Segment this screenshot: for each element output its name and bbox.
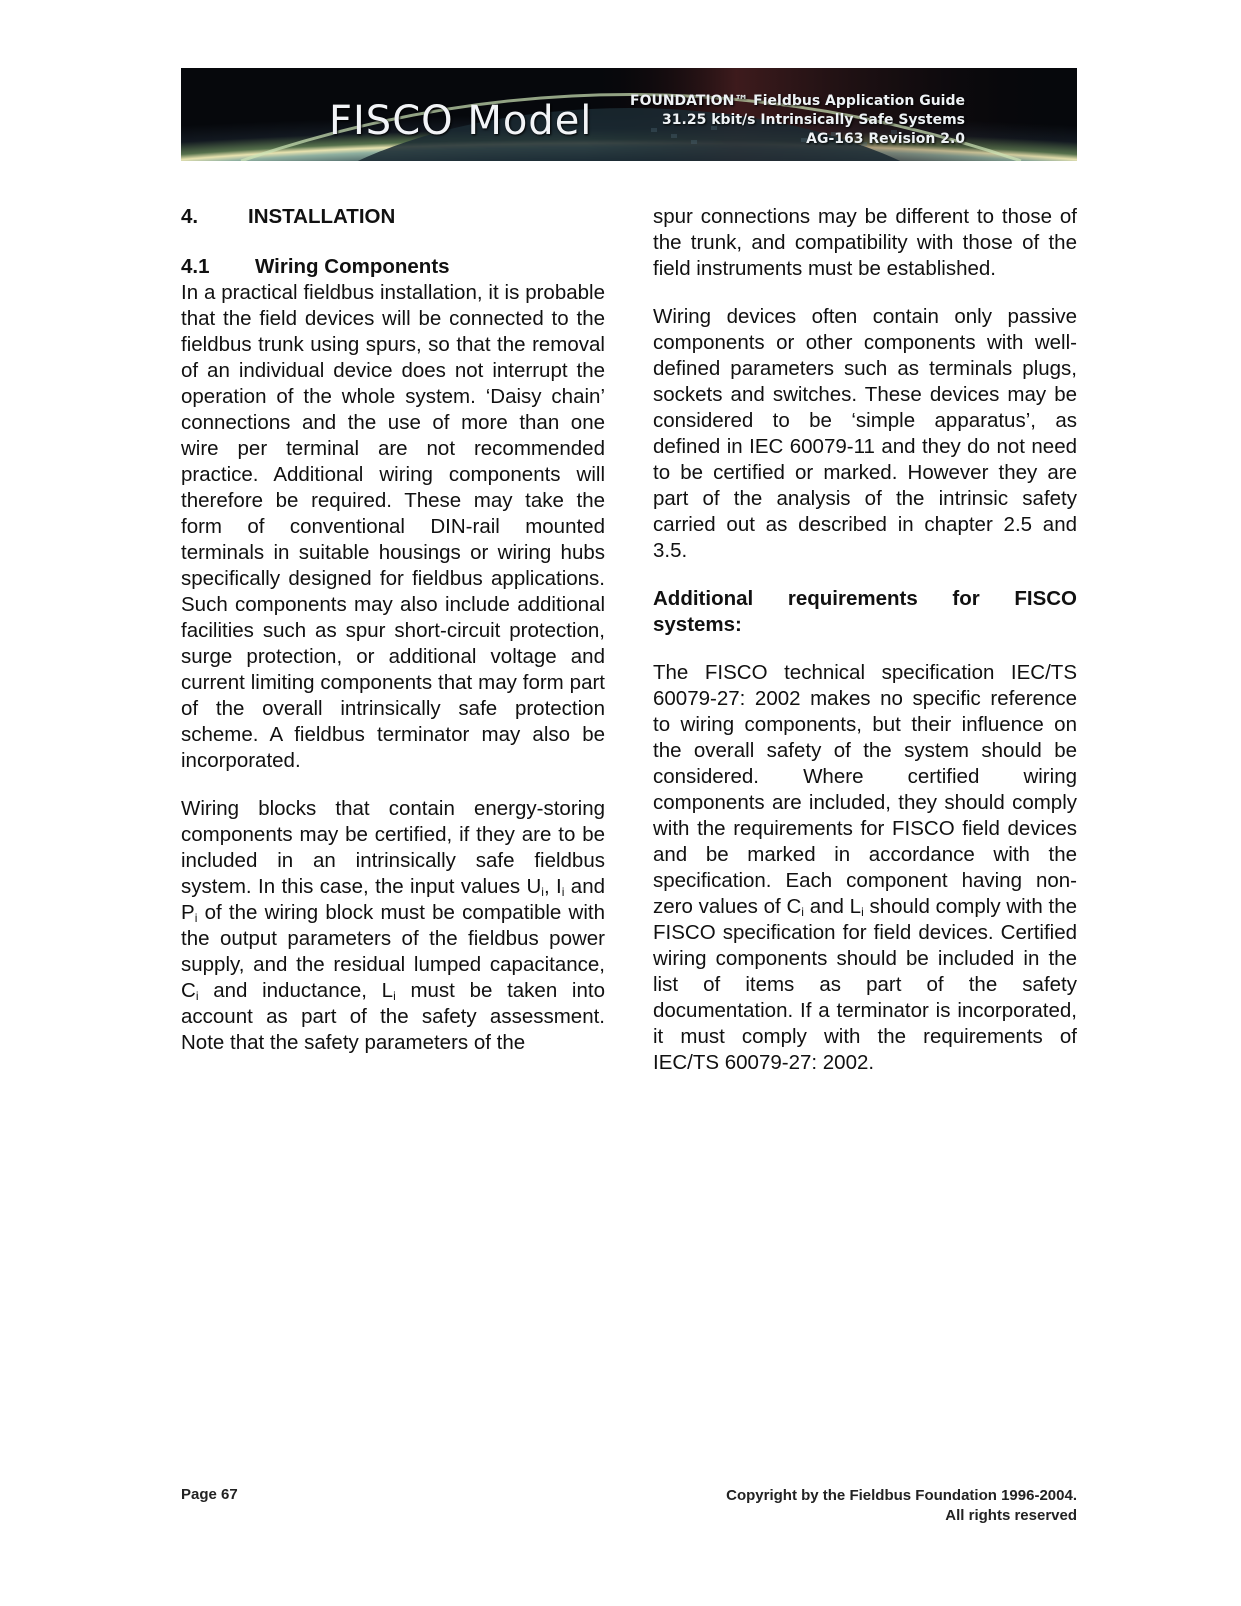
paragraph: Wiring devices often contain only passive components or other components with well-defined parameters such as terminals plugs, sockets and switches. These devices may be considered to be ‘simple apparatus’, as defined in IEC 60079-11 and they do not need to be certified or marked. However they are part of the analysis of the intrinsic safety carried out as described in chapter 2.5 and 3.5. (653, 305, 1077, 562)
paragraph: In a practical fieldbus installation, it is probable that the field devices will be connected to the fieldbus trunk using spurs, so that the removal of an individual device does not interrupt the operation of the whole system. ‘Daisy chain’ connections and the use of more than one wire per terminal are not recommended practice. Additional wiring components will therefore be required. These may take the form of conventional DIN-rail mounted terminals in suitable housings or wiring hubs specifically designed for fieldbus applications. Such components may also include additional facilities such as spur short-circuit protection, surge protection, or additional voltage and current limiting components that may form part of the overall intrinsically safe protection scheme. A fieldbus terminator may also be incorporated. (181, 281, 605, 772)
banner-line-1: FOUNDATION™ Fieldbus Application Guide (630, 93, 965, 109)
banner-line-2: 31.25 kbit/s Intrinsically Safe Systems (662, 112, 965, 128)
section-heading (181, 204, 605, 230)
subheading: Additional requirements for FISCO systems: (653, 587, 1077, 636)
banner-line-3: AG-163 Revision 2.0 (806, 131, 965, 147)
header-banner (181, 68, 1077, 161)
section-number: 4. (181, 205, 199, 228)
subsection-title: Wiring Components (255, 255, 450, 278)
paragraph: spur connections may be different to those of the trunk, and compatibility with those of the field instruments must be established. (653, 205, 1077, 280)
copyright-line-2: All rights reserved (945, 1507, 1077, 1524)
banner-subtitle (630, 92, 965, 149)
paragraph: Wiring blocks that contain energy-storing components may be certified, if they are to be included in an intrinsically safe fieldbus system. In this case, the input values $U_i$, $I_i$ and $P_i$ of the wiring block must be compatible with the output parameters of the fieldbus power supply, and the residual lumped capacitance, $C_i$ and inductance, $L_i$ must be taken into account as part of the safety assessment. Note that the safety parameters of the (181, 797, 606, 1054)
left-column (181, 204, 605, 1056)
subsection-number: 4.1 (181, 255, 210, 278)
section-title: INSTALLATION (248, 205, 396, 228)
paragraph: The FISCO technical specification IEC/TS 60079-27: 2002 makes no specific reference to wiring components, but their influence on the overall safety of the system should be considered. Where certified wiring components are included, they should comply with the requirements for FISCO field devices and be marked in accordance with the specification. Each component having non-zero values of $C_i$ and $L_i$ should comply with the FISCO specification for field devices. Certified wiring components should be included in the list of items as part of the safety documentation. If a terminator is incorporated, it must comply with the requirements of IEC/TS 60079-27: 2002. (653, 661, 1078, 1074)
subsection-heading (181, 254, 605, 280)
right-column (653, 204, 1077, 1076)
copyright-line-1: Copyright by the Fieldbus Foundation 1996-2004. (726, 1487, 1077, 1504)
copyright (726, 1486, 1077, 1526)
page-number: Page 67 (181, 1486, 238, 1503)
banner-title: FISCO Model (329, 98, 593, 144)
